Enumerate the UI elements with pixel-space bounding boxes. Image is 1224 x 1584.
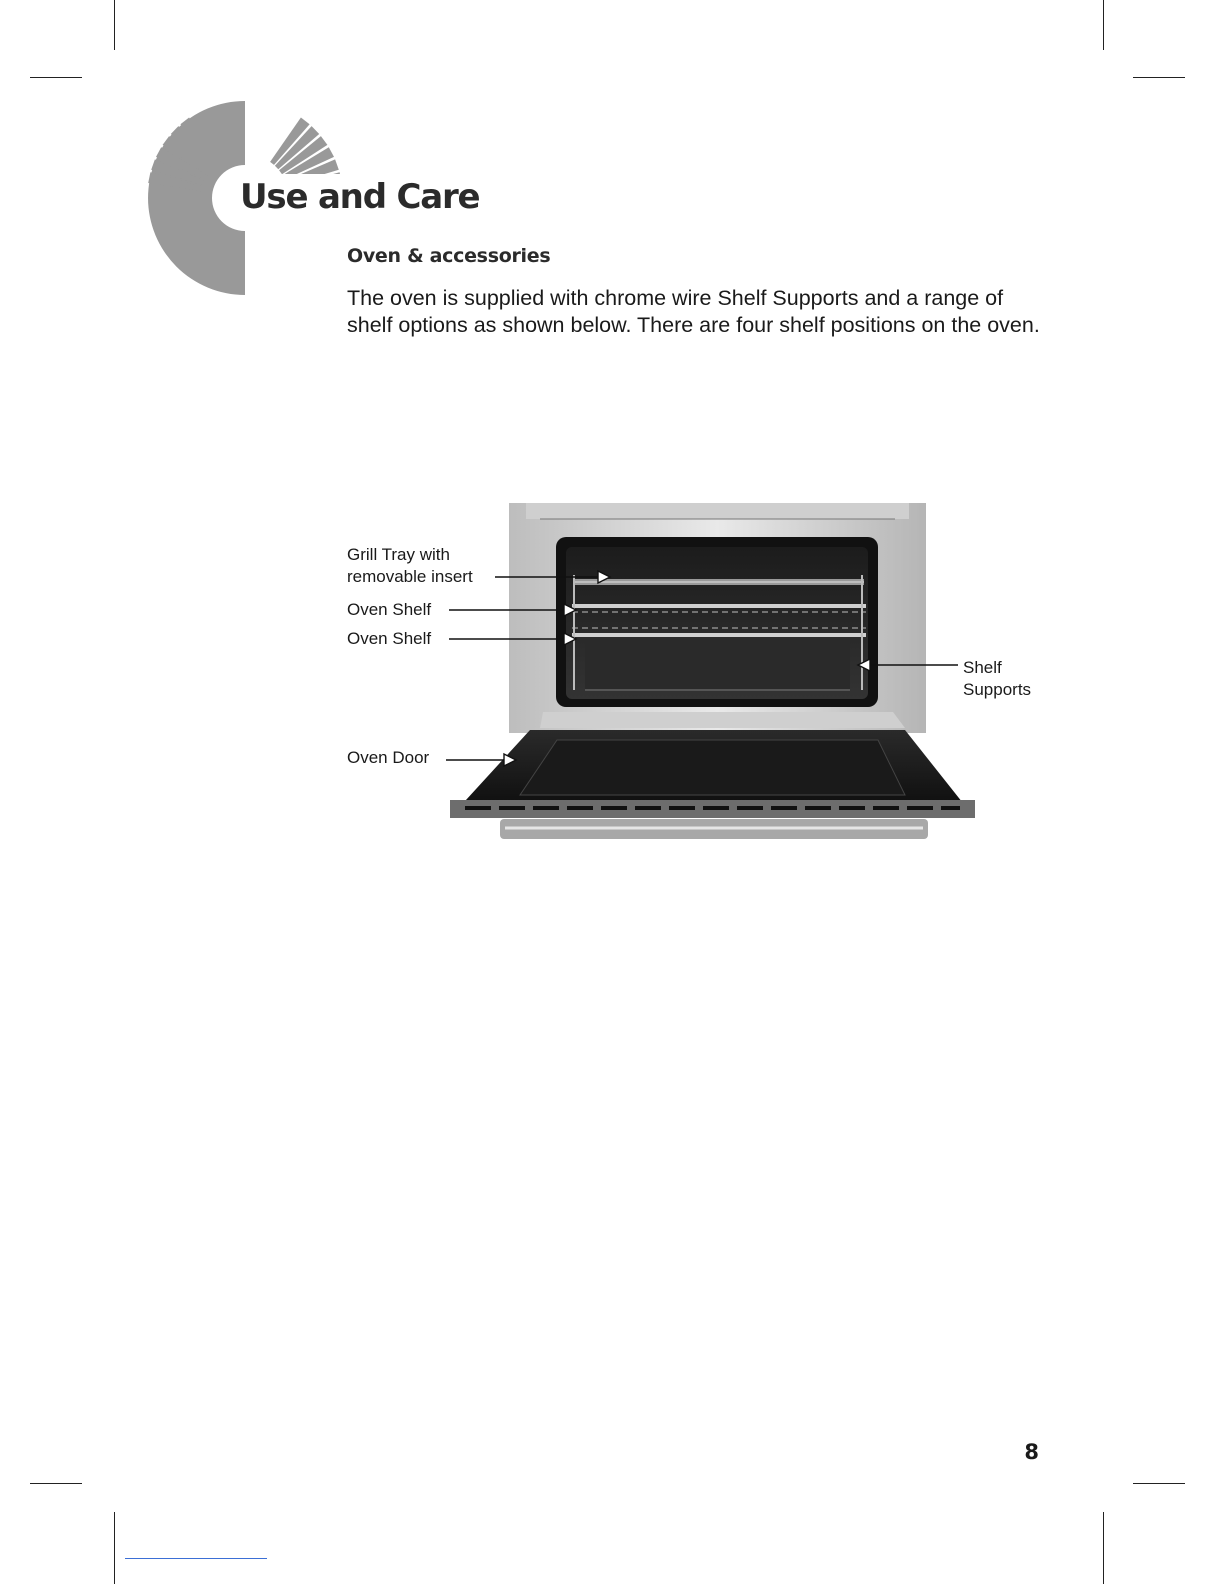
arrow-icon xyxy=(564,604,576,616)
grill-tray xyxy=(574,579,864,585)
crop-mark-top-right-horizontal xyxy=(1133,77,1185,78)
crop-mark-top-left-vertical xyxy=(114,0,115,50)
arrow-icon xyxy=(504,754,516,766)
subheading: Oven & accessories xyxy=(347,245,551,267)
callout-grill-tray-line2: removable insert xyxy=(347,567,473,586)
callout-oven-shelf-upper: Oven Shelf xyxy=(347,600,432,619)
section-title: Use and Care xyxy=(238,174,483,220)
callout-shelf-supports xyxy=(963,657,1031,701)
oven-door xyxy=(450,712,975,839)
crop-mark-bottom-right-vertical xyxy=(1103,1512,1104,1584)
oven-shelf-lower xyxy=(572,628,866,637)
crop-mark-bottom-left-horizontal xyxy=(30,1483,82,1484)
arrow-icon xyxy=(564,633,576,645)
crop-mark-top-right-vertical xyxy=(1103,0,1104,50)
intro-paragraph: The oven is supplied with chrome wire Shelf Supports and a range of shelf options as shown below. There are four shelf positions on the oven. xyxy=(347,286,1040,337)
callout-grill-tray xyxy=(347,544,473,588)
oven-cavity xyxy=(556,537,878,707)
crop-mark-top-left-horizontal xyxy=(30,77,82,78)
arrow-icon xyxy=(858,659,870,671)
callout-oven-door: Oven Door xyxy=(347,748,430,767)
callout-grill-tray-line1: Grill Tray with xyxy=(347,545,450,564)
footer-link-rule xyxy=(125,1558,267,1559)
callout-oven-shelf-lower: Oven Shelf xyxy=(347,629,432,648)
callout-shelf-supports-line2: Supports xyxy=(963,680,1032,699)
page-number: 8 xyxy=(1024,1440,1039,1464)
oven-body xyxy=(509,503,926,733)
callout-shelf-supports-line1: Shelf xyxy=(963,658,1002,677)
crop-mark-bottom-right-horizontal xyxy=(1133,1483,1185,1484)
arrow-icon xyxy=(598,571,610,583)
callout-leaders xyxy=(446,571,958,766)
shelf-supports xyxy=(574,575,862,690)
oven-shelf-upper xyxy=(572,604,866,612)
crop-mark-bottom-left-vertical xyxy=(114,1512,115,1584)
